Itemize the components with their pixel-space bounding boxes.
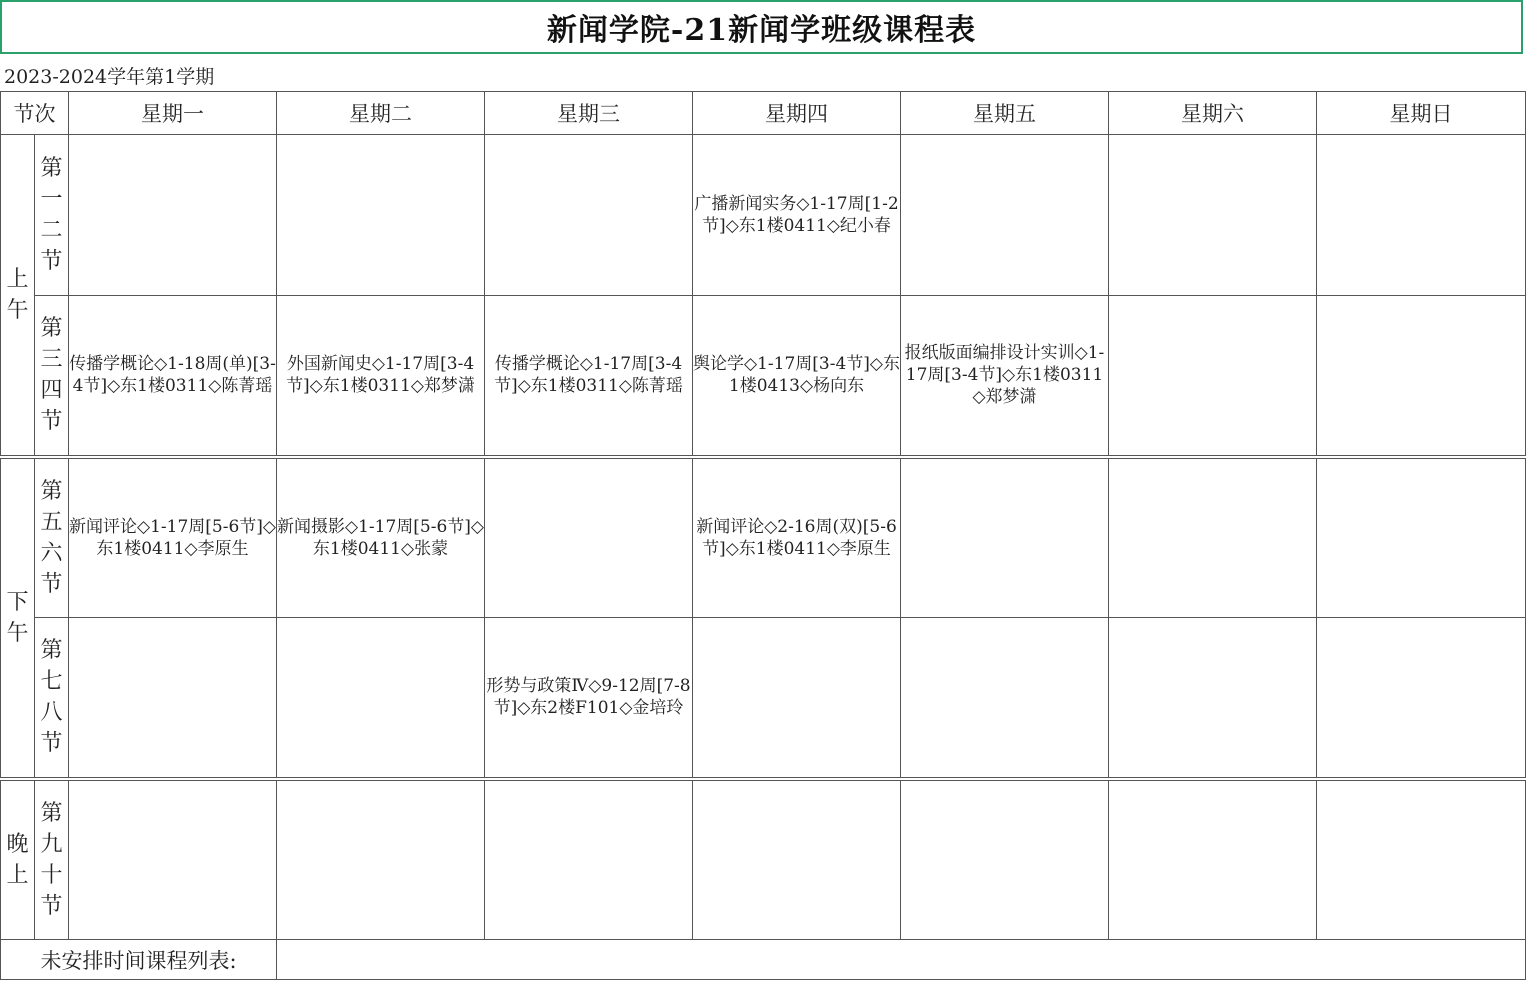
course-cell[interactable] — [1109, 457, 1317, 618]
course-cell[interactable]: 传播学概论◇1-18周(单)[3-4节]◇东1楼0311◇陈菁瑶 — [69, 296, 277, 457]
course-cell[interactable] — [277, 135, 485, 296]
course-cell[interactable] — [69, 135, 277, 296]
row-period-3-4 — [1, 296, 1526, 457]
unscheduled-label: 未安排时间课程列表: — [1, 940, 277, 980]
footer-row — [1, 940, 1526, 980]
course-cell[interactable] — [901, 457, 1109, 618]
course-cell[interactable] — [901, 135, 1109, 296]
row-period-5-6 — [1, 457, 1526, 618]
page-title: 新闻学院-21新闻学班级课程表 — [546, 13, 977, 48]
row-period-7-8 — [1, 618, 1526, 779]
period-label-1-2: 第一二节 — [35, 135, 69, 296]
day-header-sat: 星期六 — [1109, 92, 1317, 135]
period-label-3-4: 第三四节 — [35, 296, 69, 457]
course-cell[interactable]: 传播学概论◇1-17周[3-4节]◇东1楼0311◇陈菁瑶 — [485, 296, 693, 457]
course-cell[interactable] — [69, 618, 277, 779]
day-header-fri: 星期五 — [901, 92, 1109, 135]
course-cell[interactable] — [1317, 296, 1526, 457]
course-cell[interactable] — [1317, 457, 1526, 618]
course-cell[interactable]: 报纸版面编排设计实训◇1-17周[3-4节]◇东1楼0311◇郑梦潇 — [901, 296, 1109, 457]
period-label-7-8: 第七八节 — [35, 618, 69, 779]
day-header-tue: 星期二 — [277, 92, 485, 135]
period-label-5-6: 第五六节 — [35, 457, 69, 618]
day-header-mon: 星期一 — [69, 92, 277, 135]
period-header: 节次 — [1, 92, 69, 135]
course-cell[interactable]: 新闻评论◇1-17周[5-6节]◇东1楼0411◇李原生 — [69, 457, 277, 618]
period-label-9-10: 第九十节 — [35, 779, 69, 940]
row-period-9-10 — [1, 779, 1526, 940]
header-row — [1, 92, 1526, 135]
course-cell[interactable] — [485, 135, 693, 296]
course-cell[interactable]: 形势与政策Ⅳ◇9-12周[7-8节]◇东2楼F101◇金培玲 — [485, 618, 693, 779]
course-cell[interactable] — [485, 457, 693, 618]
course-cell[interactable]: 广播新闻实务◇1-17周[1-2节]◇东1楼0411◇纪小春 — [693, 135, 901, 296]
section-evening: 晚上 — [1, 779, 35, 940]
course-cell[interactable]: 新闻摄影◇1-17周[5-6节]◇东1楼0411◇张蒙 — [277, 457, 485, 618]
course-cell[interactable] — [277, 779, 485, 940]
course-cell[interactable] — [1109, 618, 1317, 779]
course-cell[interactable] — [1317, 779, 1526, 940]
course-cell[interactable] — [693, 618, 901, 779]
course-cell[interactable] — [277, 618, 485, 779]
term-label: 2023-2024学年第1学期 — [4, 66, 215, 88]
title-bar — [0, 0, 1523, 54]
course-cell[interactable]: 新闻评论◇2-16周(双)[5-6节]◇东1楼0411◇李原生 — [693, 457, 901, 618]
course-cell[interactable] — [1109, 296, 1317, 457]
row-period-1-2 — [1, 135, 1526, 296]
section-morning: 上午 — [1, 135, 35, 457]
course-cell[interactable] — [1317, 618, 1526, 779]
course-cell[interactable] — [69, 779, 277, 940]
section-afternoon: 下午 — [1, 457, 35, 779]
schedule-table — [0, 91, 1526, 980]
course-cell[interactable] — [1109, 135, 1317, 296]
course-cell[interactable]: 舆论学◇1-17周[3-4节]◇东1楼0413◇杨向东 — [693, 296, 901, 457]
course-cell[interactable] — [485, 779, 693, 940]
course-cell[interactable] — [901, 779, 1109, 940]
course-cell[interactable]: 外国新闻史◇1-17周[3-4节]◇东1楼0311◇郑梦潇 — [277, 296, 485, 457]
course-cell[interactable] — [693, 779, 901, 940]
course-cell[interactable] — [901, 618, 1109, 779]
day-header-wed: 星期三 — [485, 92, 693, 135]
unscheduled-list[interactable] — [277, 940, 1526, 980]
day-header-sun: 星期日 — [1317, 92, 1526, 135]
course-cell[interactable] — [1317, 135, 1526, 296]
day-header-thu: 星期四 — [693, 92, 901, 135]
course-cell[interactable] — [1109, 779, 1317, 940]
